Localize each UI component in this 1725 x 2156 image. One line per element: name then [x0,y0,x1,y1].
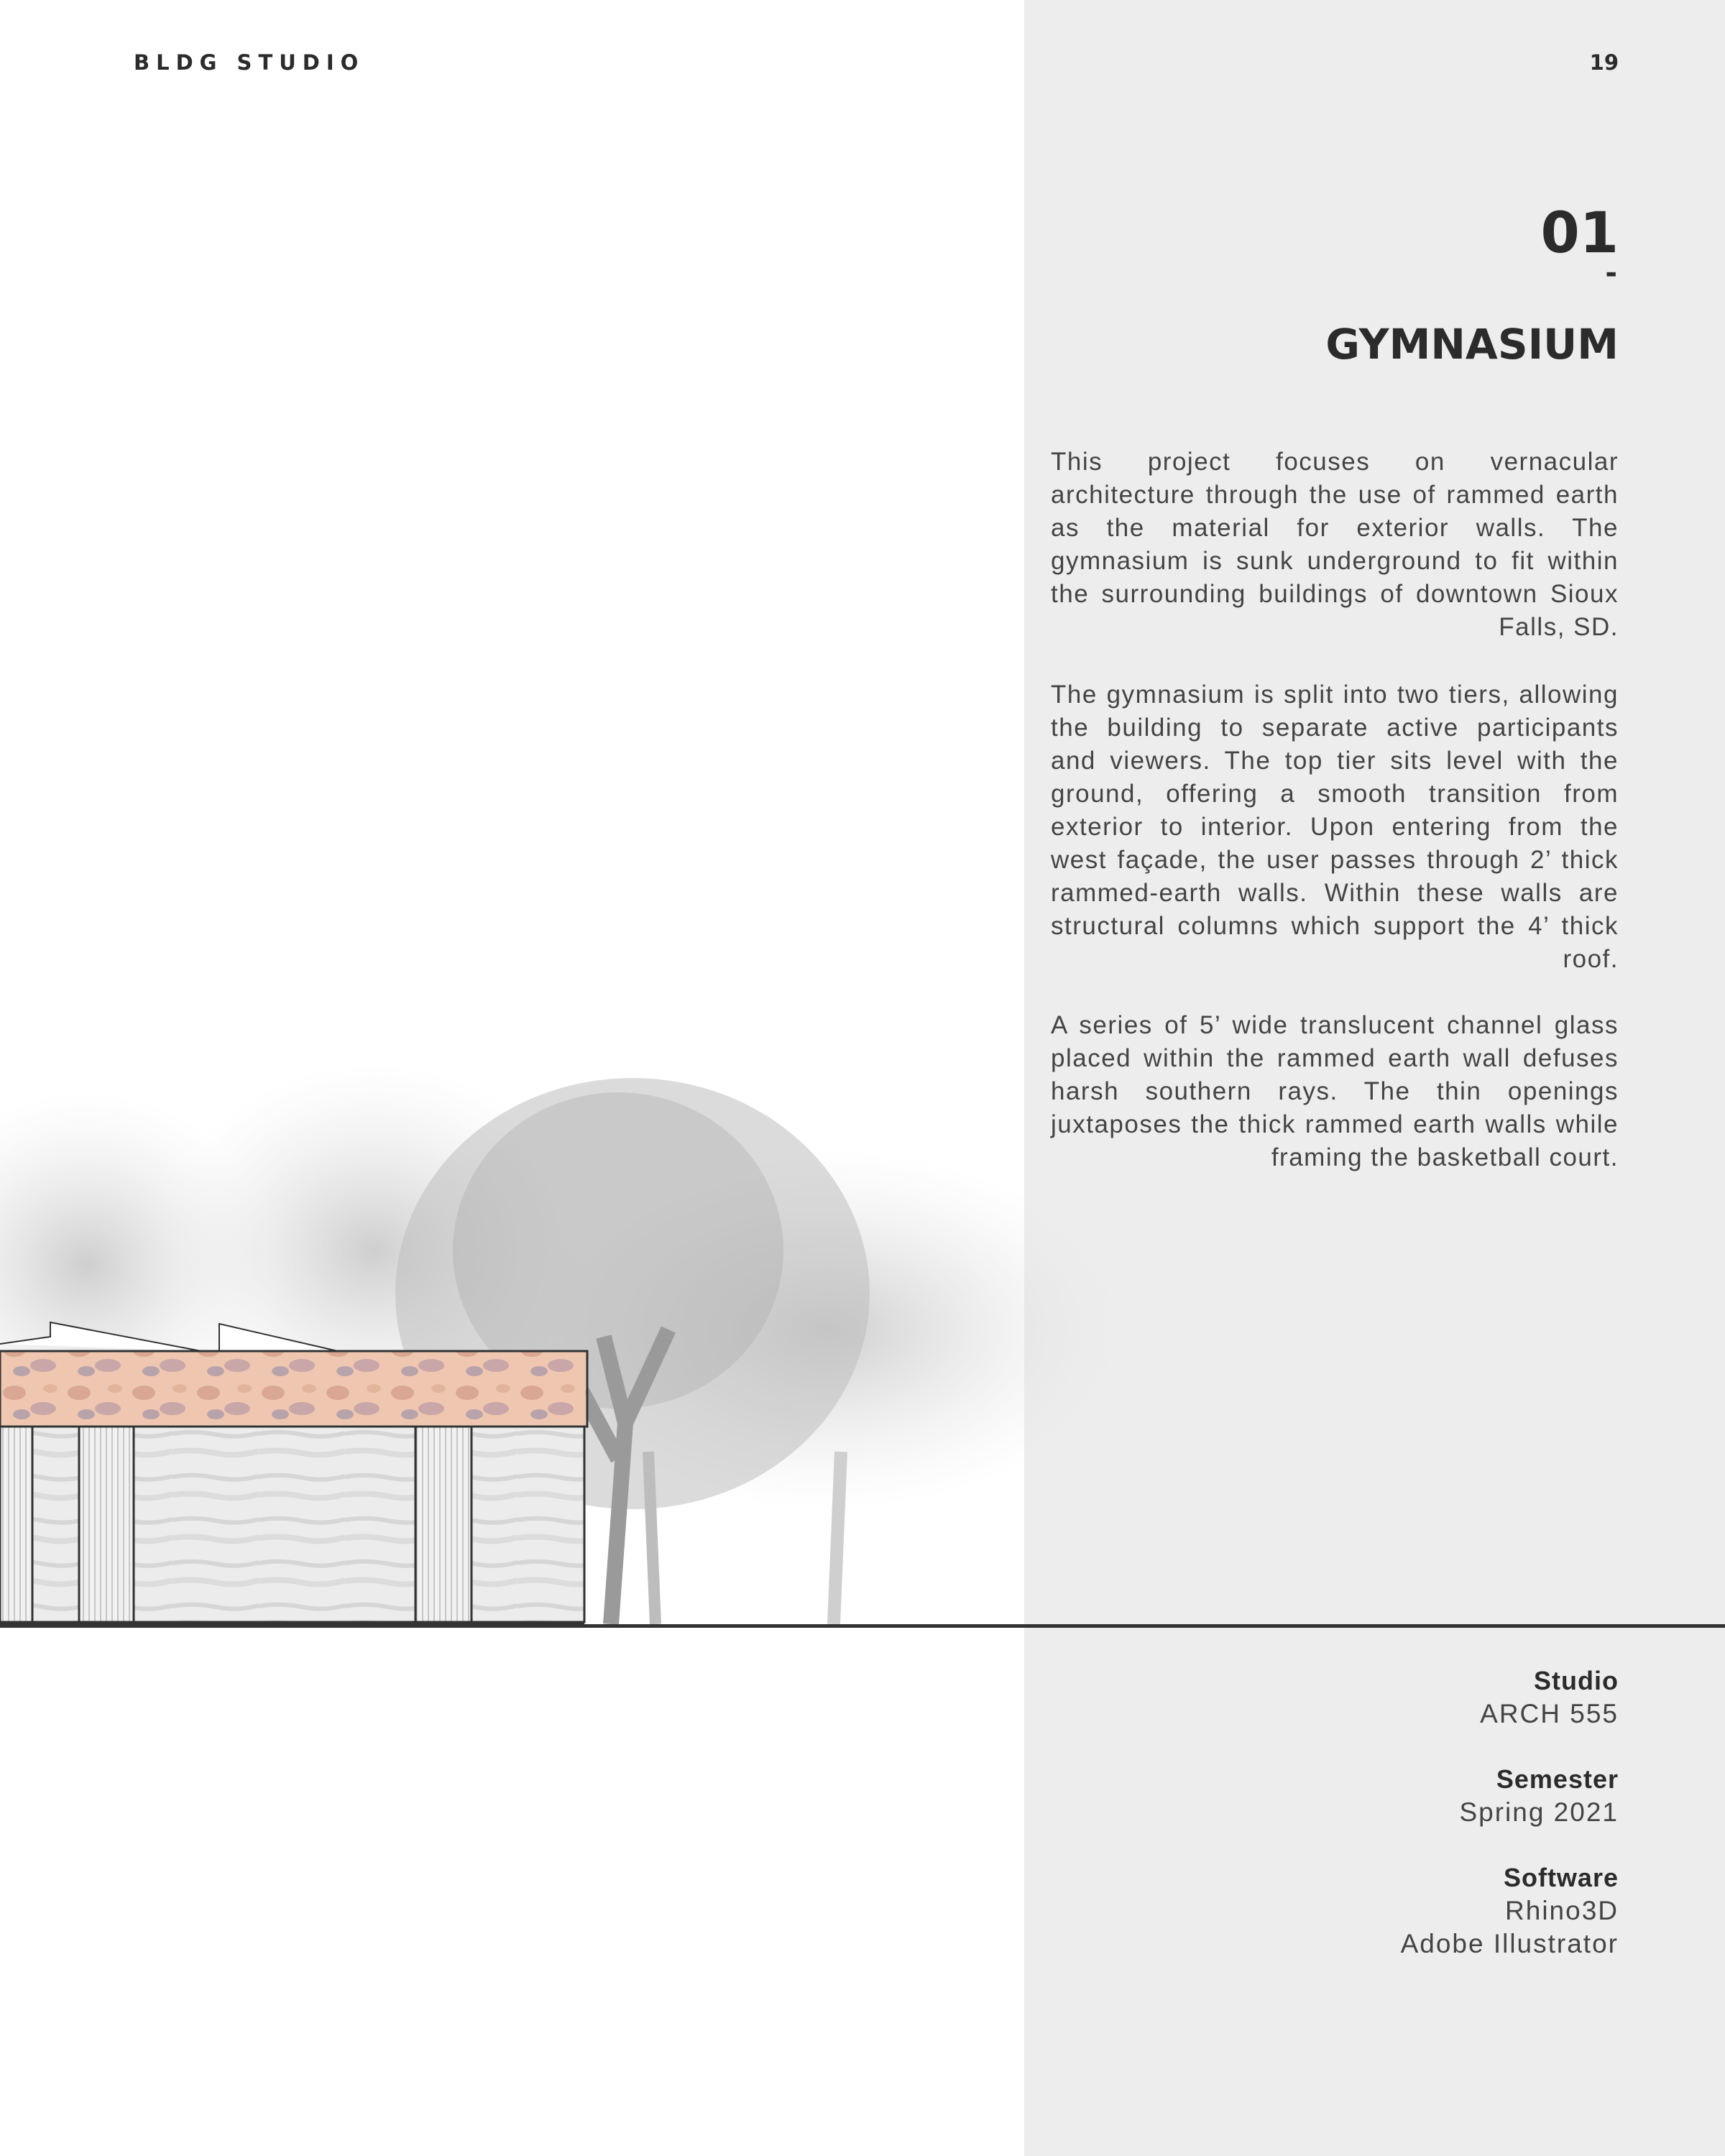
project-title: GYMNASIUM [1325,320,1619,369]
paragraph-tiers: The gymnasium is split into two tiers, allowing the building to separate active participants and viewers. The top tier sits level with the ground, offering a smooth transition from exterior to interior. Upon entering from the west façade, the user passes through 2’ thick rammed-earth walls. Within these walls are structural columns which support the 4’ thick roof. [1051,681,1619,973]
paragraph-glass: A series of 5’ wide translucent channel glass placed within the rammed earth wall defuses harsh southern rays. The thin openings juxtaposes the thick rammed earth walls while framing the basketball court. [1051,1011,1619,1171]
ground-line [0,1624,1725,1628]
title-separator: - [1605,257,1617,290]
studio-info [1480,1664,1619,1731]
studio-info-value: ARCH 555 [1480,1699,1619,1728]
software-item: Rhino3D [1505,1896,1619,1925]
page-number: 19 [1589,50,1619,75]
software-info [1401,1861,1619,1961]
semester-info-label: Semester [1496,1764,1619,1794]
roof-slab [0,1351,587,1427]
elevation-drawing [0,992,1150,1639]
semester-info [1459,1763,1619,1829]
studio-label: BLDG STUDIO [134,50,365,75]
channel-glass-2 [79,1427,134,1622]
studio-info-label: Studio [1534,1666,1619,1695]
paragraph-intro: This project focuses on vernacular architecture through the use of rammed earth as the material for exterior walls. The gymnasium is sunk underground to fit within the surrounding buildings of downtown Sioux Falls, SD. [1051,448,1619,641]
semester-info-value: Spring 2021 [1459,1797,1619,1827]
channel-glass-3 [415,1427,472,1622]
tree-trunk-far [834,1452,841,1624]
software-item: Adobe Illustrator [1400,1929,1619,1958]
tree-trunk-birch [648,1452,656,1624]
channel-glass-1 [0,1427,32,1622]
project-number: 01 [1540,201,1619,266]
software-info-label: Software [1503,1863,1619,1892]
